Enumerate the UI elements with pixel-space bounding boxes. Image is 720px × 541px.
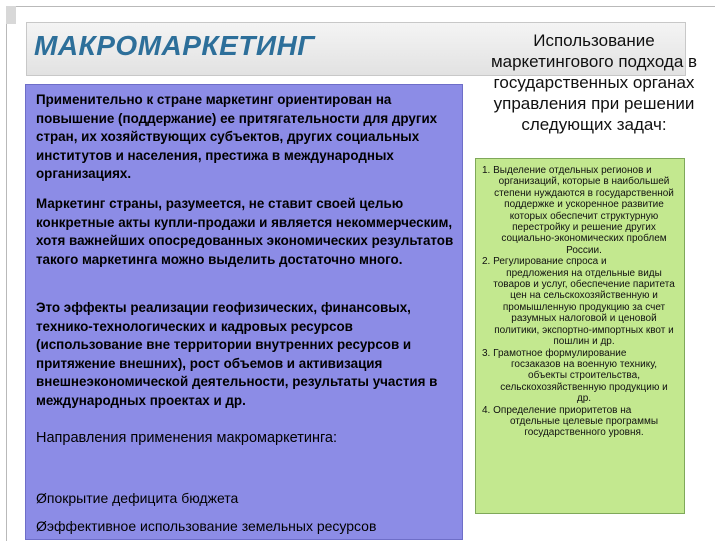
left-panel [25, 84, 463, 540]
task-item [482, 256, 676, 347]
corner-decoration [6, 6, 16, 24]
task-lead: Грамотное формулирование [493, 347, 627, 359]
bullet-text: покрытие дефицита бюджета [46, 490, 239, 506]
task-text: отдельные целевые программы государственного уровня. [509, 415, 659, 439]
bullet-item [36, 517, 466, 536]
directions-heading: Направления применения макромаркетинга: [36, 430, 338, 446]
arrow-bullet-icon: Ø [36, 518, 47, 534]
task-number: 1. [482, 165, 491, 176]
paragraph-3: Это эффекты реализации геофизических, финансовых, технико-технологических и кадровых ресурсов (использование вне территории внутренних ресурсов и притяжение внешних), рост объемов и активизация внешнеэкономической деятельности, результаты участия в международных проектах и др. [36, 300, 438, 408]
task-item [482, 165, 676, 256]
task-lead: Выделение отдельных регионов и [493, 165, 652, 176]
task-number: 3. [482, 347, 491, 359]
task-lead: Регулирование спроса и [493, 256, 607, 268]
task-lead: Определение приоритетов на [493, 404, 632, 416]
slide-title: МАКРОМАРКЕТИНГ [34, 30, 315, 61]
task-text: госзаказов на военную технику, объекты строительства, сельскохозяйственную продукцию и др. [500, 358, 668, 405]
task-number: 4. [482, 404, 491, 416]
task-item [482, 405, 676, 439]
bullet-item [36, 489, 466, 508]
paragraph-1: Применительно к стране маркетинг ориентирован на повышение (поддержание) ее притягательности для других стран, их хозяйствующих субъектов, других социальных институтов и населения, престижа в международных организациях. [36, 92, 438, 181]
task-text: предложения на отдельные виды товаров и услуг, обеспечение паритета цен на сельскохозяйственную и промышленную продукцию за счет разумных налоговой и ценовой политики, экспортно-импортных квот и пошлин и др. [493, 267, 675, 348]
arrow-bullet-icon: Ø [36, 490, 47, 506]
task-text: организаций, которые в наибольшей степени нуждаются в государственной поддержке и ускоренное развитие которых обеспечит структурную перестройку и решение других социально-экономических проблем России. [494, 176, 674, 256]
right-panel [475, 158, 685, 514]
paragraph-2: Маркетинг страны, разумеется, не ставит своей целью конкретные акты купли-продажи и является некоммерческим, хотя важнейших опосредованных экономических результатов такого маркетинга можно выделить достаточно много. [36, 196, 454, 267]
right-heading: Использование маркетингового подхода в государственных органах управления при решении следующих задач: [490, 31, 698, 134]
task-item [482, 348, 676, 405]
bullet-text: эффективное использование земельных ресурсов [46, 518, 377, 534]
task-number: 2. [482, 256, 491, 268]
